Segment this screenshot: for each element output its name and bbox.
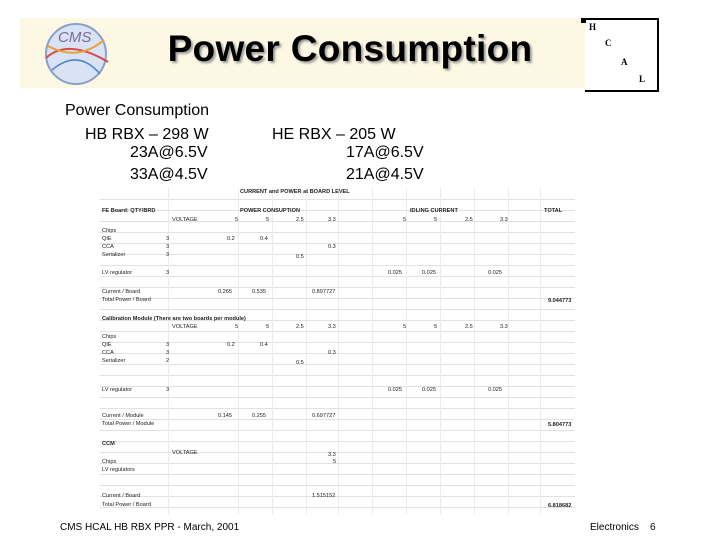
- fe-current-val: 0.897727: [312, 289, 336, 295]
- idle-header: IDLING CURRENT: [410, 208, 458, 214]
- fe-lv-idle: 0.025: [388, 270, 402, 276]
- he-current-65: 17A@6.5V: [346, 144, 424, 161]
- voltage-cell: 2.5: [465, 217, 473, 223]
- cal-qie-5v: 0.2: [227, 342, 235, 348]
- fe-qie-qty: 3: [166, 236, 170, 242]
- fe-board-header: FE Board: QTY/BRD: [102, 208, 156, 214]
- cal-current-val: 0.697727: [312, 413, 336, 419]
- section-heading: Power Consumption: [65, 102, 210, 119]
- fe-ser-25: 0.5: [296, 254, 304, 260]
- hcal-letter-h: H: [589, 22, 597, 32]
- fe-cca-33: 0.3: [328, 244, 336, 250]
- cal-total: 5.804773: [548, 422, 572, 428]
- cal-lv: LV regulator: [102, 387, 133, 393]
- cal-qie-qty: 3: [166, 342, 170, 348]
- footer-right: Electronics: [590, 522, 639, 533]
- fe-qie: QIE: [102, 236, 112, 242]
- cal-lv-idle: 0.025: [388, 387, 402, 393]
- corner-dot: [581, 18, 586, 23]
- voltage-cell: 5: [266, 324, 270, 330]
- cal-cca: CCA: [102, 350, 114, 356]
- voltage-cell: 3.3: [328, 324, 336, 330]
- cal-chips: Chips: [102, 334, 117, 340]
- cal-ser-qty: 2: [166, 358, 170, 364]
- cal-header: Calibration Module (There are two boards per module): [102, 316, 246, 322]
- voltage-cell: 5: [403, 324, 407, 330]
- fe-total: 9.044773: [548, 298, 572, 304]
- power-spreadsheet: [100, 188, 575, 514]
- hcal-letter-a: A: [621, 57, 628, 67]
- hb-current-65: 23A@6.5V: [130, 144, 208, 161]
- fe-lv-idle: 0.025: [488, 270, 502, 276]
- fe-ser-qty: 3: [166, 252, 170, 258]
- hcal-box: [585, 18, 659, 92]
- hcal-letter-l: L: [639, 74, 646, 84]
- cal-serializer: Serializer: [102, 358, 126, 364]
- footer-left: CMS HCAL HB RBX PPR - March, 2001: [60, 522, 240, 533]
- fe-cca-qty: 3: [166, 244, 170, 250]
- cal-current-val: 0.255: [252, 413, 266, 419]
- cal-cca-qty: 3: [166, 350, 170, 356]
- he-current-45: 21A@4.5V: [346, 166, 424, 183]
- fe-lv: LV regulator: [102, 270, 133, 276]
- hcal-letter-c: C: [605, 38, 612, 48]
- fe-current: Current / Board: [102, 289, 141, 295]
- voltage-cell: 2.5: [296, 217, 304, 223]
- cal-total-label: Total Power / Module: [102, 421, 155, 427]
- ccm-voltage: 3.3: [328, 452, 336, 458]
- he-label: HE RBX – 205 W: [272, 126, 396, 143]
- cal-lv-qty: 3: [166, 387, 170, 393]
- voltage-cell: 5: [235, 217, 239, 223]
- hb-label: HB RBX – 298 W: [85, 126, 209, 143]
- voltage-cell: 5: [434, 324, 438, 330]
- ccm-chips: Chips: [102, 459, 117, 465]
- ccm-current-val: 1.515152: [312, 493, 336, 499]
- fe-cca: CCA: [102, 244, 114, 250]
- ccm-current: Current / Board: [102, 493, 141, 499]
- voltage-cell: 5: [434, 217, 438, 223]
- fe-qie-5v: 0.2: [227, 236, 235, 242]
- cal-qie-5v-b: 0.4: [260, 342, 268, 348]
- voltage-cell: 3.3: [500, 217, 508, 223]
- cal-lv-idle: 0.025: [422, 387, 436, 393]
- cal-lv-idle: 0.025: [488, 387, 502, 393]
- voltage-cell: 5: [235, 324, 239, 330]
- cal-ser-25: 0.5: [296, 360, 304, 366]
- fe-current-val: 0.535: [252, 289, 266, 295]
- voltage-cell: 2.5: [465, 324, 473, 330]
- slide-title: Power Consumption: [167, 28, 533, 69]
- voltage-cell: 5: [266, 217, 270, 223]
- cal-qie: QIE: [102, 342, 112, 348]
- ccm-lv: LV regulators: [102, 467, 135, 473]
- fe-lv-idle: 0.025: [422, 270, 436, 276]
- fe-serializer: Serializer: [102, 252, 126, 258]
- fe-chips: Chips: [102, 228, 117, 234]
- ccm-voltage-label: VOLTAGE: [172, 450, 198, 456]
- power-header: POWER CONSUPTION: [240, 208, 300, 214]
- total-header: TOTAL: [544, 208, 563, 214]
- cal-cca-33: 0.3: [328, 350, 336, 356]
- fe-lv-qty: 3: [166, 270, 170, 276]
- page-number: 6: [650, 522, 656, 533]
- cal-current: Current / Module: [102, 413, 144, 419]
- ccm-total-label: Total Power / Board: [102, 502, 151, 508]
- cal-voltage-label: VOLTAGE: [172, 324, 198, 330]
- voltage-cell: 2.5: [296, 324, 304, 330]
- sheet-banner: CURRENT and POWER at BOARD LEVEL: [240, 189, 350, 195]
- logo-text: CMS: [58, 29, 92, 46]
- cal-current-val: 0.145: [218, 413, 232, 419]
- voltage-cell: 3.3: [328, 217, 336, 223]
- voltage-cell: 5: [403, 217, 407, 223]
- voltage-label: VOLTAGE: [172, 217, 198, 223]
- fe-qie-5v-b: 0.4: [260, 236, 268, 242]
- fe-total-label: Total Power / Board: [102, 297, 151, 303]
- fe-current-val: 0.265: [218, 289, 232, 295]
- hb-current-45: 33A@4.5V: [130, 166, 208, 183]
- ccm-total: 6.818682: [548, 503, 572, 509]
- voltage-cell: 3.3: [500, 324, 508, 330]
- ccm-header: CCM: [102, 441, 115, 447]
- ccm-chips-val: 5: [333, 459, 337, 465]
